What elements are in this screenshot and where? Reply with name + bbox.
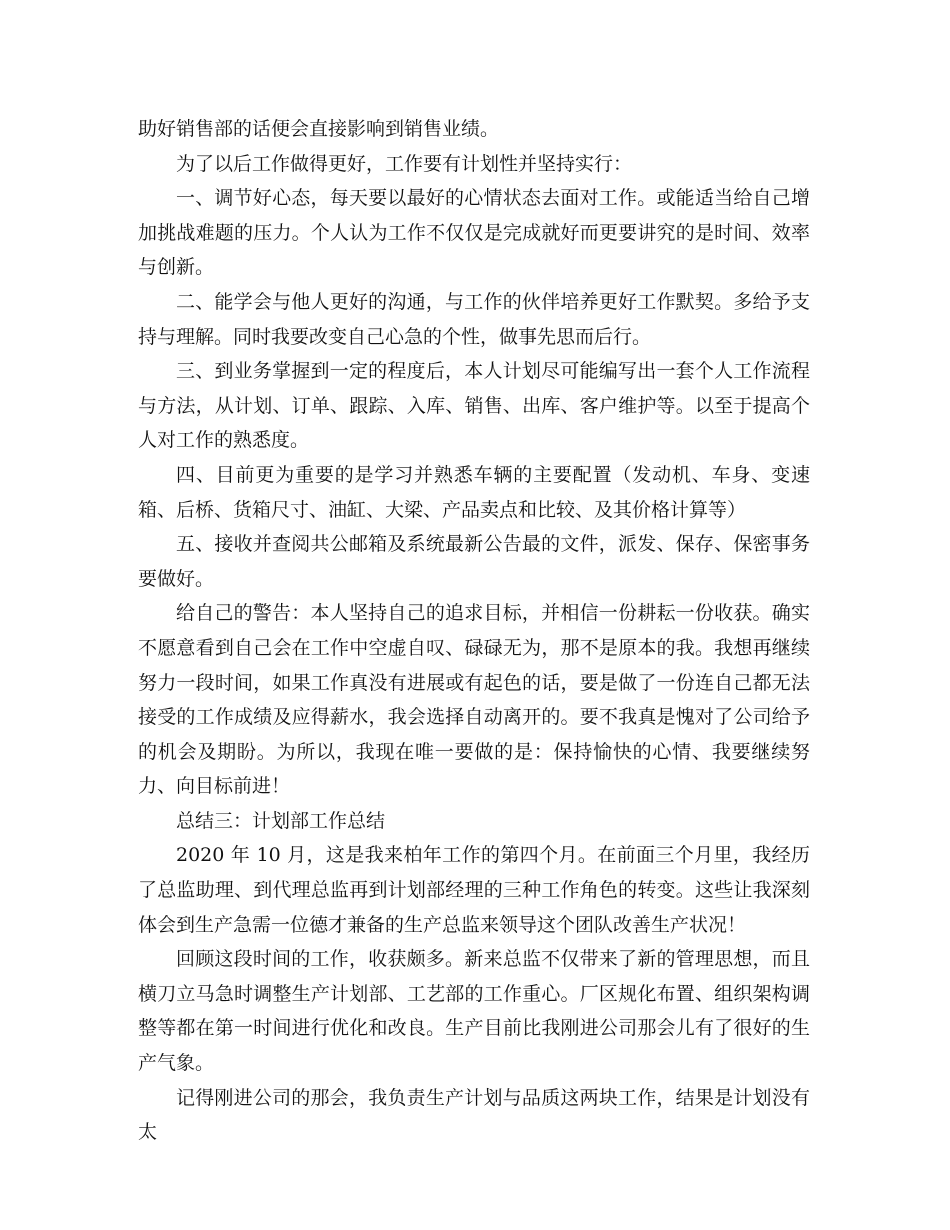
paragraph-plan-intro: 为了以后工作做得更好，工作要有计划性并坚持实行： bbox=[176, 152, 633, 175]
paragraph-item-2: 二、能学会与他人更好的沟通，与工作的伙伴培养更好工作默契。多给予支持与理解。同时我要改变自己心急的个性，做事先思而后行。 bbox=[138, 290, 810, 348]
section-heading: 总结三：计划部工作总结 bbox=[176, 809, 386, 832]
paragraph-summary-intro: 2020 年 10 月，这是我来柏年工作的第四个月。在前面三个月里，我经历了总监助理、到代理总监再到计划部经理的三种工作角色的转变。这些让我深刻体会到生产急需一位德才兼备的生产总监来领导这个团队改善生产状况！ bbox=[138, 844, 810, 936]
paragraph-warning: 给自己的警告：本人坚持自己的追求目标，并相信一份耕耘一份收获。确实不愿意看到自己会在工作中空虚自叹、碌碌无为，那不是原本的我。我想再继续努力一段时间，如果工作真没有进展或有起色的话，要是做了一份连自己都无法接受的工作成绩及应得薪水，我会选择自动离开的。要不我真是愧对了公司给予的机会及期盼。为所以，我现在唯一要做的是：保持愉快的心情、我要继续努力、向目标前进！ bbox=[138, 602, 810, 798]
paragraph-item-1: 一、调节好心态，每天要以最好的心情状态去面对工作。或能适当给自己增加挑战难题的压力。个人认为工作不仅仅是完成就好而更要讲究的是时间、效率与创新。 bbox=[138, 187, 810, 279]
paragraph-continuation: 助好销售部的话便会直接影响到销售业绩。 bbox=[138, 118, 500, 140]
paragraph-review: 回顾这段时间的工作，收获颇多。新来总监不仅带来了新的管理思想，而且横刀立马急时调整生产计划部、工艺部的工作重心。厂区规化布置、组织架构调整等都在第一时间进行优化和改良。生产目前比我刚进公司那会儿有了很好的生产气象。 bbox=[138, 948, 810, 1075]
paragraph-item-3: 三、到业务掌握到一定的程度后，本人计划尽可能编写出一套个人工作流程与方法，从计划、订单、跟踪、入库、销售、出库、客户维护等。以至于提高个人对工作的熟悉度。 bbox=[138, 360, 810, 452]
paragraph-recollection: 记得刚进公司的那会，我负责生产计划与品质这两块工作，结果是计划没有太 bbox=[138, 1086, 810, 1144]
document-body bbox=[138, 112, 810, 1150]
paragraph-item-4: 四、目前更为重要的是学习并熟悉车辆的主要配置（发动机、车身、变速箱、后桥、货箱尺寸、油缸、大梁、产品卖点和比较、及其价格计算等） bbox=[138, 463, 810, 521]
paragraph-item-5: 五、接收并查阅共公邮箱及系统最新公告最的文件，派发、保存、保密事务要做好。 bbox=[138, 533, 810, 590]
